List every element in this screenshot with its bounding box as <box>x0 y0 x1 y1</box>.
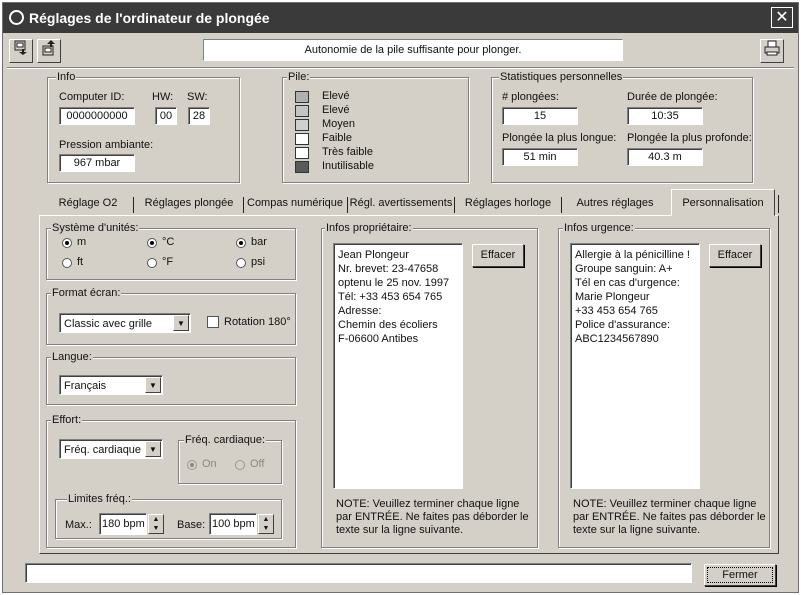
chevron-down-icon[interactable]: ▼ <box>173 315 189 331</box>
deepest-dive-label: Plongée la plus profonde: <box>627 132 752 144</box>
emergency-info-textarea[interactable]: Allergie à la pénicilline ! Groupe sanguin: A+ Tél en cas d'urgence: Marie Plongeur +33 453 654 765 Police d'assurance: ABC1234567890 <box>570 243 700 489</box>
computer-id-label: Computer ID: <box>59 91 125 103</box>
sw-field: 28 <box>188 107 210 125</box>
upload-device-button[interactable] <box>37 39 61 63</box>
unit-m-label: m <box>77 236 87 248</box>
deepest-dive-field: 40.3 m <box>627 148 703 166</box>
effort-legend: Effort: <box>52 414 82 426</box>
tab-separator <box>454 197 455 213</box>
upload-device-icon <box>41 40 57 56</box>
owner-info-legend: Infos propriétaire: <box>326 222 412 234</box>
heart-rate-off-label: Off <box>250 458 265 470</box>
battery-level-swatch <box>295 133 309 145</box>
toolbar-divider <box>7 67 794 69</box>
tab-warnings[interactable]: Régl. avertissements <box>349 197 453 209</box>
battery-level-label: Très faible <box>322 146 373 158</box>
window-title: Réglages de l'ordinateur de plongée <box>29 10 270 26</box>
battery-level-label: Elevé <box>322 90 350 102</box>
tab-compass[interactable]: Compas numérique <box>247 197 343 209</box>
unit-psi-label: psi <box>251 256 266 268</box>
download-device-icon <box>13 40 29 56</box>
language-legend: Langue: <box>52 351 92 363</box>
owner-info-textarea[interactable]: Jean Plongeur Nr. brevet: 23-47658 optenu le 25 nov. 1997 Tél: +33 453 654 765 Adresse: Chemin des écoliers F-06600 Antibes <box>333 243 463 489</box>
unit-bar-label: bar <box>251 236 267 248</box>
tab-other[interactable]: Autres réglages <box>576 197 654 209</box>
status-bar <box>25 563 692 583</box>
battery-level-label: Inutilisable <box>322 160 374 172</box>
hr-max-spinner[interactable]: ▲ ▼ <box>148 514 164 534</box>
computer-id-field: 0000000000 <box>59 107 135 125</box>
tab-separator <box>243 197 244 213</box>
display-format-value: Classic avec grille <box>64 318 153 330</box>
hr-limits-legend: Limites fréq.: <box>68 493 131 505</box>
dive-time-field: 10:35 <box>627 107 703 125</box>
battery-status-message: Autonomie de la pile suffisante pour plonger. <box>203 39 623 61</box>
battery-level-label: Faible <box>322 132 352 144</box>
dives-label: # plongées: <box>502 91 559 103</box>
hr-max-input[interactable]: 180 bpm <box>99 513 147 535</box>
battery-level-swatch <box>295 161 309 173</box>
battery-level-swatch <box>295 105 309 117</box>
owner-note: NOTE: Veuillez terminer chaque ligne par ENTRÉE. Ne faites pas déborder le texte sur la ligne suivante. <box>336 498 529 536</box>
hr-base-label: Base: <box>177 519 206 531</box>
stats-legend: Statistiques personnelles <box>500 71 623 83</box>
heart-rate-on-label: On <box>202 458 217 470</box>
effort-mode-value: Fréq. cardiaque <box>64 444 142 456</box>
tab-panel <box>39 215 779 554</box>
printer-icon <box>764 40 780 56</box>
hr-base-input[interactable]: 100 bpm <box>209 513 257 535</box>
unit-ft-label: ft <box>77 256 84 268</box>
app-icon <box>9 10 24 25</box>
rotation-label: Rotation 180° <box>224 316 291 328</box>
hw-label: HW: <box>152 91 174 103</box>
dive-time-label: Durée de plongée: <box>627 91 718 103</box>
hw-field: 00 <box>155 107 177 125</box>
dives-field: 15 <box>502 107 578 125</box>
battery-legend: Pile: <box>288 71 310 83</box>
pressure-label: Pression ambiante: <box>59 139 154 151</box>
emergency-note: NOTE: Veuillez terminer chaque ligne par ENTRÉE. Ne faites pas déborder le texte sur la ligne suivante. <box>573 498 766 536</box>
download-device-button[interactable] <box>9 39 33 63</box>
hr-max-label: Max.: <box>65 519 92 531</box>
tab-separator <box>347 197 348 213</box>
owner-clear-button[interactable]: Effacer <box>472 244 524 267</box>
tab-clock[interactable]: Réglages horloge <box>464 197 552 209</box>
close-dialog-button[interactable]: Fermer <box>704 564 776 586</box>
tab-separator <box>778 195 779 213</box>
pressure-field: 967 mbar <box>59 154 135 172</box>
tab-separator <box>133 197 134 213</box>
info-legend: Info <box>57 71 76 83</box>
hr-base-spinner[interactable]: ▲ ▼ <box>258 514 274 534</box>
settings-dialog <box>2 2 799 593</box>
battery-level-label: Elevé <box>322 104 350 116</box>
battery-level-swatch <box>295 147 309 159</box>
tab-dive-settings[interactable]: Réglages plongée <box>144 197 234 209</box>
battery-level-label: Moyen <box>322 118 356 130</box>
emergency-clear-button[interactable]: Effacer <box>709 244 761 267</box>
emergency-info-legend: Infos urgence: <box>564 222 634 234</box>
longest-dive-label: Plongée la plus longue: <box>502 132 617 144</box>
battery-level-swatch <box>295 91 309 103</box>
tab-separator <box>561 197 562 213</box>
unit-celsius-label: °C <box>162 236 175 248</box>
print-button[interactable] <box>760 39 784 63</box>
longest-dive-field: 51 min <box>502 148 578 166</box>
unit-fahrenheit-label: °F <box>162 256 174 268</box>
display-format-legend: Format écran: <box>52 287 121 299</box>
battery-level-swatch <box>295 119 309 131</box>
sw-label: SW: <box>187 91 208 103</box>
chevron-down-icon[interactable]: ▼ <box>145 377 161 393</box>
chevron-down-icon[interactable]: ▼ <box>145 441 161 457</box>
close-window-button[interactable]: ✕ <box>771 7 793 28</box>
language-value: Français <box>64 380 107 392</box>
battery-group <box>282 77 469 183</box>
units-legend: Système d'unités: <box>52 222 139 234</box>
heart-rate-legend: Fréq. cardiaque: <box>185 434 266 446</box>
title-bar <box>3 3 798 33</box>
tab-o2[interactable]: Réglage O2 <box>58 197 118 209</box>
tab-personalisation[interactable]: Personnalisation <box>682 197 764 209</box>
